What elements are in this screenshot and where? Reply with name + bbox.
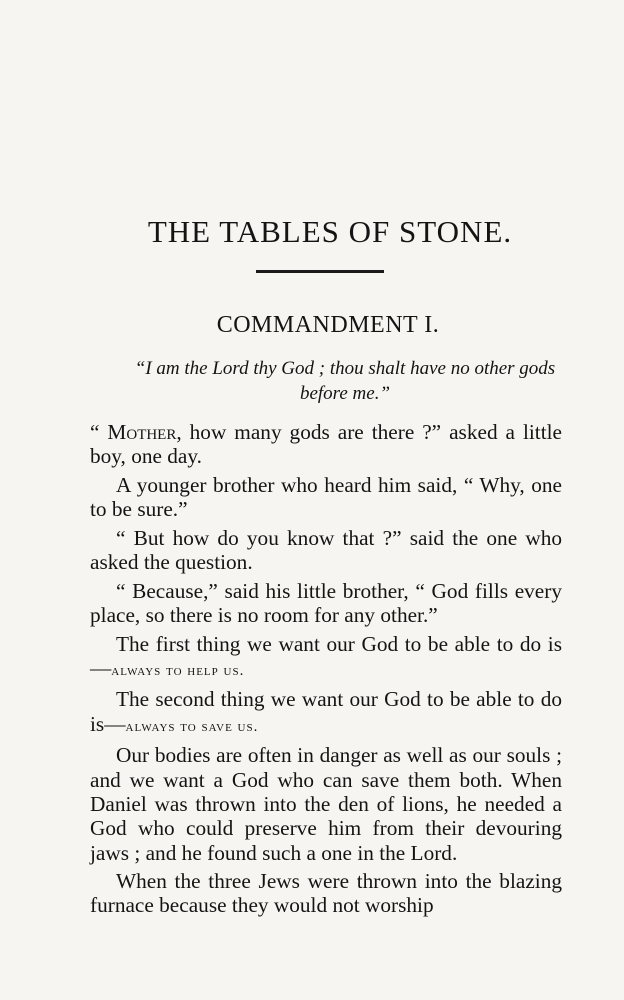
paragraph-text: “ But how do you know that ?” said the one who asked the question.: [90, 525, 562, 575]
paragraph: [90, 526, 562, 575]
paragraph: [90, 473, 562, 522]
paragraph: [90, 420, 562, 469]
title-divider: [256, 270, 384, 273]
body-text: [90, 420, 562, 922]
paragraph-text: The first thing we want our God to be able to do is—: [90, 631, 562, 680]
paragraph-lead: “: [90, 420, 108, 444]
paragraph-emphasis: always to save us.: [125, 718, 259, 735]
section-heading: COMMANDMENT I.: [216, 312, 440, 338]
epigraph: “I am the Lord thy God ; thou shalt have no other gods before me.”: [134, 358, 556, 404]
paragraph-smallcaps: Mother,: [107, 420, 182, 444]
paragraph: [90, 869, 562, 918]
paragraph: [90, 743, 562, 864]
paragraph-text: Our bodies are often in danger as well as our souls ; and we want a God who can save them both. When Daniel was thrown into the den of lions, he needed a God who could preserve him from their devouring jaws ; and he found such a one in the Lord.: [90, 743, 562, 865]
paragraph-emphasis: always to help us.: [111, 662, 245, 679]
paragraph-text: “ Because,” said his little brother, “ God fills every place, so there is no room for any other.”: [90, 578, 562, 627]
paragraph: [90, 579, 562, 628]
paragraph: [90, 632, 562, 684]
paragraph-text: The second thing we want our God to be able to do is—: [90, 687, 562, 736]
paragraph-text: A younger brother who heard him said, “ Why, one to be sure.”: [90, 472, 562, 522]
paragraph-text: When the three Jews were thrown into the blazing furnace because they would not worship: [90, 869, 562, 918]
paragraph-text: how many gods are there ?” asked a little boy, one day.: [90, 420, 562, 469]
page-title: THE TABLES OF STONE.: [147, 214, 513, 249]
paragraph: [90, 687, 562, 739]
